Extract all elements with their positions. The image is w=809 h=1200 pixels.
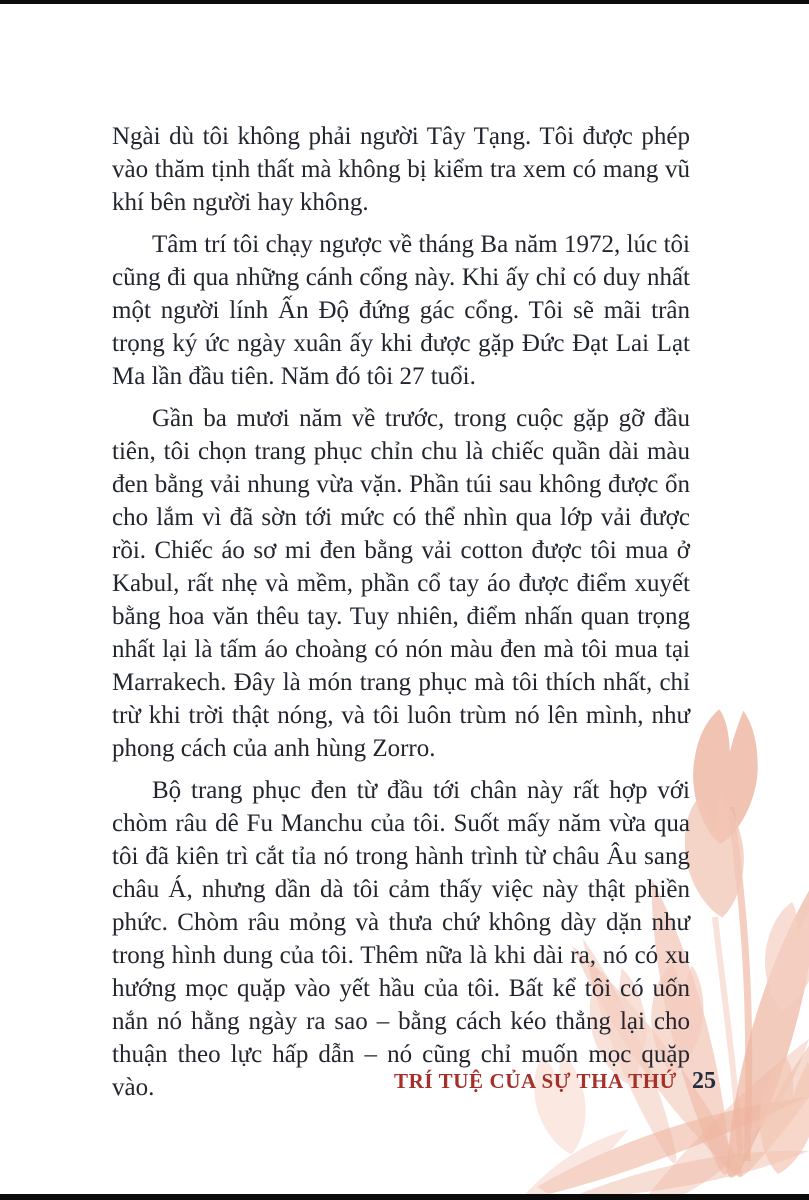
page-text-block	[112, 120, 690, 1113]
page-footer	[394, 1068, 716, 1095]
running-book-title: TRÍ TUỆ CỦA SỰ THA THỨ	[394, 1069, 677, 1093]
top-edge-bar	[0, 0, 809, 4]
paragraph: Tâm trí tôi chạy ngược về tháng Ba năm 1972, lúc tôi cũng đi qua những cánh cổng này. Khi ấy chỉ có duy nhất một người lính Ấn Độ đứng gác cổng. Tôi sẽ mãi trân trọng ký ức ngày xuân ấy khi được gặp Đức Đạt Lai Lạt Ma lần đầu tiên. Năm đó tôi 27 tuổi.	[112, 231, 690, 390]
paragraph: Gần ba mươi năm về trước, trong cuộc gặp gỡ đầu tiên, tôi chọn trang phục chỉn chu là chiếc quần dài màu đen bằng vải nhung vừa vặn. Phần túi sau không được ổn cho lắm vì đã sờn tới mức có thể nhìn qua lớp vải được rồi. Chiếc áo sơ mi đen bằng vải cotton được tôi mua ở Kabul, rất nhẹ và mềm, phần cổ tay áo được điểm xuyết bằng hoa văn thêu tay. Tuy nhiên, điểm nhấn quan trọng nhất lại là tấm áo choàng có nón màu đen mà tôi mua tại Marrakech. Đây là món trang phục mà tôi thích nhất, chỉ trừ khi trời thật nóng, và tôi luôn trùm nó lên mình, như phong cách của anh hùng Zorro.	[112, 405, 690, 762]
bottom-edge-bar	[0, 1194, 809, 1200]
paragraph: Bộ trang phục đen từ đầu tới chân này rất hợp với chòm râu dê Fu Manchu của tôi. Suốt mấy năm vừa qua tôi đã kiên trì cắt tỉa nó trong hành trình từ châu Âu sang châu Á, nhưng dần dà tôi cảm thấy việc này thật phiền phức. Chòm râu mỏng và thưa chứ không dày dặn như trong hình dung của tôi. Thêm nữa là khi dài ra, nó có xu hướng mọc quặp vào yết hầu của tôi. Bất kể tôi có uốn nắn nó hằng ngày ra sao – bằng cách kéo thẳng lại cho thuận theo lực hấp dẫn – nó cũng chỉ muốn mọc quặp vào.	[112, 777, 690, 1101]
page-number: 25	[692, 1068, 716, 1094]
paragraph: Ngài dù tôi không phải người Tây Tạng. Tôi được phép vào thăm tịnh thất mà không bị kiểm tra xem có mang vũ khí bên người hay không.	[112, 123, 690, 216]
